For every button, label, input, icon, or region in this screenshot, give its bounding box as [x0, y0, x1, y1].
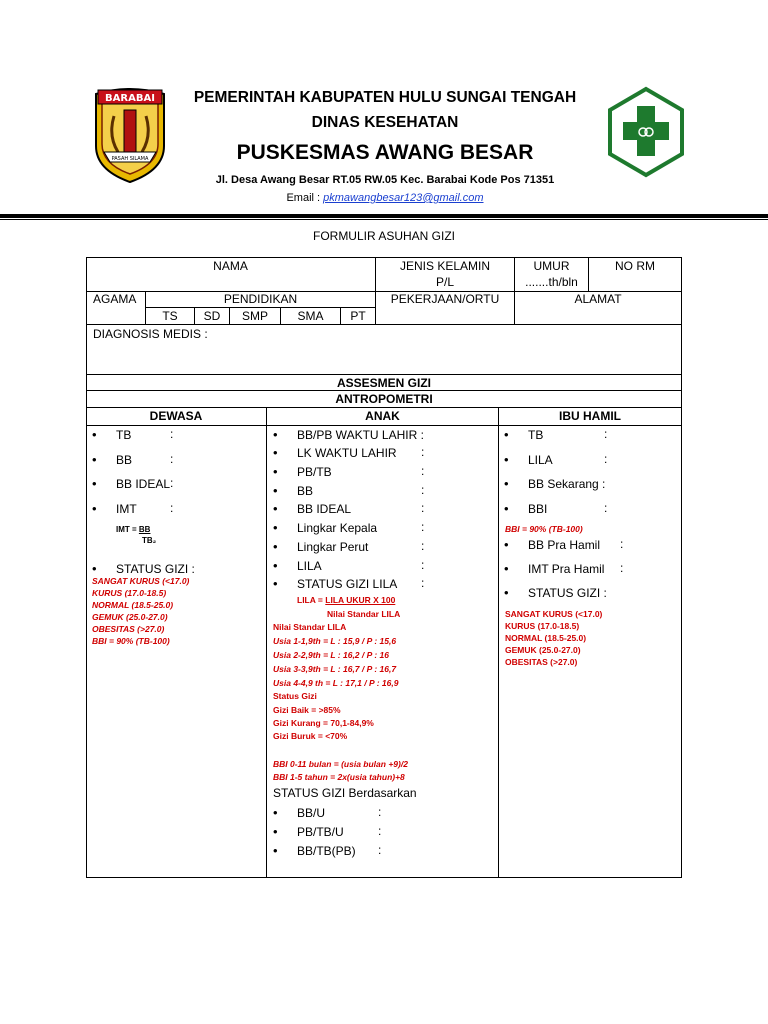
dewasa-bb: • BB [92, 452, 133, 467]
label-pekerjaan: PEKERJAAN/ORTU [390, 292, 500, 306]
dewasa-imt: • IMT [92, 501, 137, 516]
label-pendidikan: PENDIDIKAN [223, 292, 298, 306]
email-link[interactable]: pkmawangbesar123@gmail.com [323, 192, 484, 204]
anak-colon: : [421, 464, 425, 478]
dewasa-tb-colon: : [170, 427, 174, 441]
label-no-rm: NO RM [615, 259, 655, 273]
lila-formula-den: Nilai Standar LILA [327, 609, 401, 619]
anak-colon: : [421, 445, 425, 459]
anak-item: • PB/TB [273, 464, 332, 479]
label-jenis-kelamin: JENIS KELAMIN [399, 259, 491, 273]
ibu-tb: • TB [504, 427, 544, 442]
pendidikan-smp[interactable]: SMP [241, 309, 268, 323]
anak-note: Gizi Buruk = <70% [273, 731, 348, 741]
assesmen-title: ASSESMEN GIZI [336, 376, 431, 390]
ibu-colon: : [604, 452, 608, 466]
anak-note: BBI 0-11 bulan = (usia bulan +9)/2 [273, 759, 408, 769]
anak-colon: : [421, 539, 425, 553]
dewasa-bb-colon: : [170, 452, 174, 466]
dewasa-status-gizi: • STATUS GIZI : [92, 561, 195, 576]
ibu-colon: : [604, 501, 608, 515]
ibu-colon: : [604, 427, 608, 441]
anak-colon: : [421, 520, 425, 534]
ibu-colon: : [620, 561, 624, 575]
pendidikan-pt[interactable]: PT [350, 309, 366, 323]
header-rule-thin [0, 219, 768, 220]
barabai-logo [92, 86, 168, 184]
col-anak: ANAK [365, 409, 400, 423]
dewasa-note: SANGAT KURUS (<17.0) [92, 576, 190, 586]
ibu-imt-pra-hamil: • IMT Pra Hamil [504, 561, 605, 576]
anak-colon: : [421, 558, 425, 572]
anak-note: Usia 1-1,9th = L : 15,9 / P : 15,6 [273, 636, 397, 646]
dewasa-note: BBI = 90% (TB-100) [92, 636, 170, 646]
puskesmas-logo [606, 86, 686, 178]
ibu-bbi: • BBI [504, 501, 548, 516]
status-gizi-berdasarkan: STATUS GIZI Berdasarkan [273, 786, 417, 800]
dewasa-imt-colon: : [170, 501, 174, 515]
dewasa-bb-ideal-colon: : [170, 476, 174, 490]
ibu-bb-pra-hamil: • BB Pra Hamil [504, 537, 601, 552]
status-item-bbu: • BB/U [273, 805, 326, 820]
label-alamat: ALAMAT [574, 292, 622, 306]
ibu-bb-sekarang: • BB Sekarang : [504, 476, 606, 491]
pendidikan-sd[interactable]: SD [203, 309, 221, 323]
ibu-note: NORMAL (18.5-25.0) [505, 633, 587, 643]
ibu-note: GEMUK (25.0-27.0) [505, 645, 581, 655]
col-ibu-hamil: IBU HAMIL [559, 409, 621, 423]
anak-note: Gizi Kurang = 70,1-84,9% [273, 718, 374, 728]
svg-text:PASAH SILAMA: PASAH SILAMA [111, 156, 149, 162]
lila-formula: LILA = LILA UKUR X 100 [297, 595, 396, 605]
anak-item: • LK WAKTU LAHIR [273, 445, 397, 460]
anak-note: Status Gizi [273, 691, 317, 701]
anak-item: • STATUS GIZI LILA [273, 576, 398, 591]
dewasa-note: KURUS (17.0-18.5) [92, 588, 167, 598]
anak-colon: : [378, 805, 382, 819]
ibu-note: SANGAT KURUS (<17.0) [505, 609, 603, 619]
dewasa-note: GEMUK (25.0-27.0) [92, 612, 168, 622]
label-pl: P/L [435, 275, 454, 289]
anak-colon: : [378, 843, 382, 857]
anak-item: • BB IDEAL [273, 501, 352, 516]
ibu-bbi-note: BBI = 90% (TB-100) [505, 524, 583, 534]
anak-item: • Lingkar Perut [273, 539, 369, 554]
dewasa-note: NORMAL (18.5-25.0) [92, 600, 174, 610]
header-address: Jl. Desa Awang Besar RT.05 RW.05 Kec. Barabai Kode Pos 71351 [215, 174, 555, 186]
email-label: Email : [286, 192, 324, 204]
imt-formula-den: TB₂ [142, 536, 157, 545]
logo-text: BARABAI [105, 93, 155, 104]
col-dewasa: DEWASA [149, 409, 203, 423]
label-diagnosis: DIAGNOSIS MEDIS : [93, 327, 208, 341]
anak-colon: : [421, 483, 425, 497]
form-title: FORMULIR ASUHAN GIZI [312, 229, 455, 243]
ibu-status-gizi: • STATUS GIZI : [504, 585, 607, 600]
anak-note: Nilai Standar LILA [273, 622, 347, 632]
anak-note: Gizi Baik = >85% [273, 705, 341, 715]
anak-note: Usia 2-2,9th = L : 16,2 / P : 16 [273, 650, 389, 660]
anak-item: • BB/PB WAKTU LAHIR : [273, 427, 424, 442]
anak-colon: : [421, 501, 425, 515]
dewasa-bb-ideal: • BB IDEAL [92, 476, 171, 491]
label-agama: AGAMA [93, 292, 137, 306]
anak-colon: : [421, 576, 425, 590]
anak-note: BBI 1-5 tahun = 2x(usia tahun)+8 [273, 772, 405, 782]
anak-item: • BB [273, 483, 314, 498]
header-puskesmas: PUSKESMAS AWANG BESAR [236, 141, 534, 164]
anak-item: • LILA [273, 558, 322, 573]
pendidikan-sma[interactable]: SMA [297, 309, 324, 323]
anak-note: Usia 4-4,9 th = L : 17,1 / P : 16,9 [273, 678, 399, 688]
value-umur[interactable]: .......th/bln [525, 275, 578, 289]
header-department: DINAS KESEHATAN [311, 114, 459, 131]
header-rule-thick [0, 214, 768, 218]
pendidikan-ts[interactable]: TS [162, 309, 178, 323]
label-nama: NAMA [213, 259, 248, 273]
anak-item: • Lingkar Kepala [273, 520, 378, 535]
status-item-bbtbpb: • BB/TB(PB) [273, 843, 356, 858]
dewasa-note: OBESITAS (>27.0) [92, 624, 165, 634]
status-item-pbtbu: • PB/TB/U [273, 824, 344, 839]
ibu-lila: • LILA [504, 452, 553, 467]
label-umur: UMUR [533, 259, 570, 273]
imt-formula: IMT = BB [116, 525, 151, 534]
header-email-line [160, 192, 610, 204]
ibu-note: OBESITAS (>27.0) [505, 657, 578, 667]
anak-note: Usia 3-3,9th = L : 16,7 / P : 16,7 [273, 664, 397, 674]
antropometri-title: ANTROPOMETRI [335, 392, 433, 406]
dewasa-tb: • TB [92, 427, 132, 442]
ibu-colon: : [620, 537, 624, 551]
ibu-note: KURUS (17.0-18.5) [505, 621, 580, 631]
anak-colon: : [378, 824, 382, 838]
header-government: PEMERINTAH KABUPATEN HULU SUNGAI TENGAH [193, 89, 577, 106]
